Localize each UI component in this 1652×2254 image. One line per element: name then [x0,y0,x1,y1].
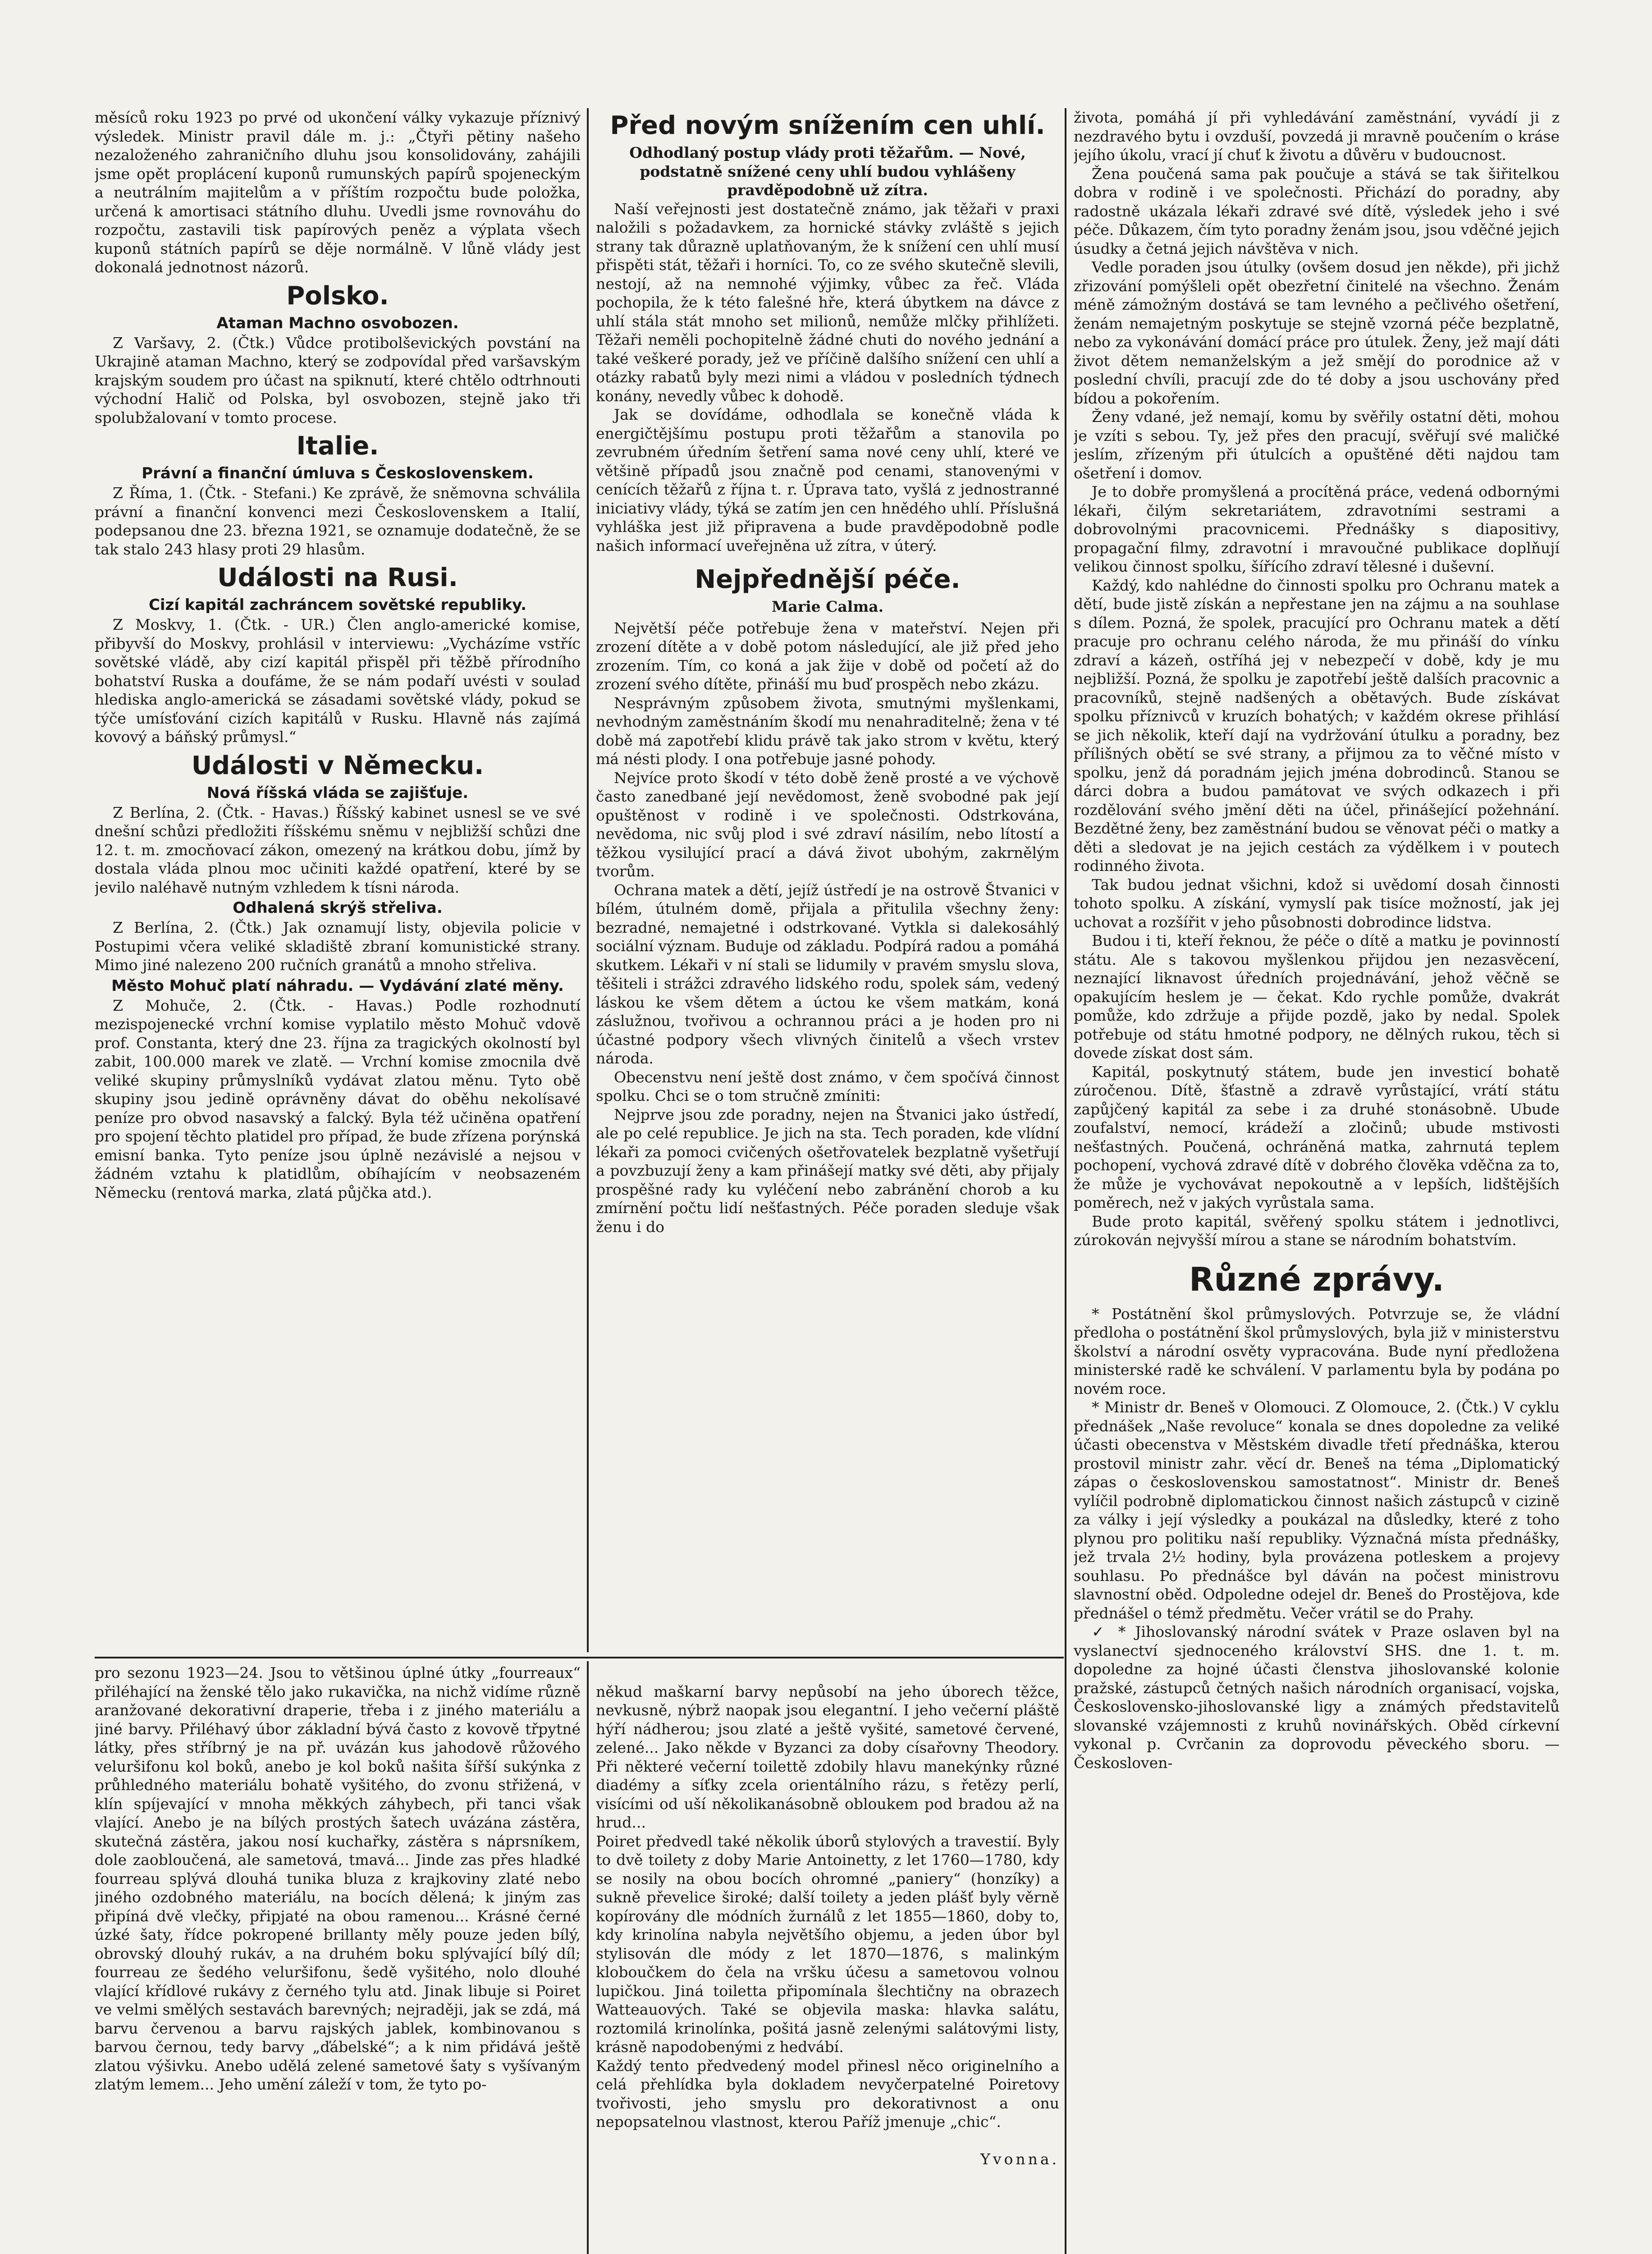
news-item: * Ministr dr. Beneš v Olomouci. Z Olomouce, 2. (Čtk.) V cyklu přednášek „Naše revoluce“ konala se dnes dopoledne za veliké účasti obecenstva v Městském divadle třetí přednáška, kterou prostovil ministr zahr. věcí dr. Beneš na téma „Diplomatický zápas o československou samostatnost“. Ministr dr. Beneš vylíčil podrobně diplomatickou činnost našich zástupců v cizině za války i její výsledky a poukázal na důsledky, které z toho plynou pro politiku naší republiky. Význačná místa přednášky, jež trvala 2½ hodiny, byla provázena potleskem a projevy souhlasu. Po přednášce byl dáván na počest ministrovu slavnostní oběd. Odpoledne odejel dr. Beneš do Prostějova, kde přednášel o témž předmětu. Večer vrátil se do Prahy. [1074,1398,1560,1622]
column-2 [596,108,1059,1652]
section-heading-polsko: Polsko. [286,281,389,311]
article-author: Marie Calma. [771,598,884,615]
article-headline-pece: Nejpřednější péče. [695,565,961,594]
article-paragraph: Je to dobře promyšlená a procítěná práce, vedená odbornými lékaři, čilým sekretariátem, zdravotními sestrami a dobrovolnými pracovnicemi. Přednášky s diapositivy, propagační filmy, zdravotní i mravoučné publikace doplňují velikou činnost spolku, šířícího zdraví tělesné i duševní. [1074,483,1560,575]
column-rule-1 [587,108,589,1652]
article-subhead-vlada: Nová říšská vláda se zajišťuje. [206,783,469,802]
feuilleton-text: někud maškarní barvy nepůsobí na jeho úborech těžce, nevkusně, nýbrž naopak jsou elegantní. I jeho večerní pláště hýří nádherou; jsou zlaté a ještě vyšité, sametové červené, zelené... Jako někde v Byzanci za doby císařovny Theodory. Při některé večerní toilettě zdobily hlavu manekýnky různé diadémy a síťky zcela orientálního rázu, s řetězy perlí, visícími od uší několikanásobně obloukem pod bradou až na hrud... Poiret předvedl také několik úborů stylových a travestií. Byly to dvě toilety z doby Marie Antoinetty, z let 1760—1780, kdy se nosily na obou bocích ohromné „paniery“ (honzíky) a sukně převelice široké; další toilety a jeden plášť byly věrně kopírovány dle módních žurnálů z let 1855—1860, doby to, kdy krinolína nabyla největšího objemu, a jeden úbor byl stylisován dle módy z let 1870—1876, s malinkým kloboučkem do čela na vršku účesu a sametovou volnou lupičkou. Jiná toiletta připomínala šlechtičny na obrazech Watteauových. Také se objevila maska: hlavka salátu, roztomilá krinolínka, pošitá jasně zelenými salátovými listy, krásně napodobenými z hedvábí. Každý tento předvedený model přinesl něco originelního a celá přehlídka byla dokladem nevyčerpatelné Poiretovy tvořivosti, jeho smyslu pro dekorativnost a onu nepopsatelnou vlastnost, kterou Paříž jmenuje „chic“. [596,1682,1059,2130]
article-paragraph: Obecenstvu není ještě dost známo, v čem spočívá činnost spolku. Chci se o tom stručně zmíniti: [596,1068,1059,1104]
article-text-mohuc: Z Mohuče, 2. (Čtk. - Havas.) Podle rozhodnutí mezispojenecké vrchní komise vyplatilo město Mohuč vdově prof. Constanta, který dne 23. října za tragických okolností byl zabit, 100.000 marek ve zlatě. — Vrchní komise zmocnila dvě veliké skupiny průmyslníků vydávat zlatou měnu. Tyto obě skupiny jsou jedině oprávněny dávat do oběhu nekolísavé peníze pro obvod nasavský a falcký. Byla též učiněna opatření pro spojení těchto platidel pro případ, že bude zřízena porýnská emisní banka. Tyto peníze jsou úplně nezávislé a nejsou v žádném vztahu k platidlům, obíhajícím v neobsazeném Německu (rentová marka, zlatá půjčka atd.). [95,996,581,1201]
article-text-umluva: Z Říma, 1. (Čtk. - Stefani.) Ke zprávě, že sněmovna schválila právní a finanční konvenci mezi Československem a Italií, podepsanou dne 23. března 1921, se oznamuje dodatečně, že se tak stalo 243 hlasy proti 29 hlasům. [95,484,581,558]
section-heading-nemecku: Události v Německu. [191,751,484,780]
article-paragraph: Nejvíce proto škodí v této době ženě prosté a ve výchově často zanedbané její nevědomost, ženě svobodné pak její opuštěnost v rodině i ve společnosti. Odstrkována, nevědoma, nic svůj plod i své zdraví násilím, nebo lítostí a těžkou vysilující prací a dává život ubohým, zakrnělým tvorům. [596,769,1059,880]
article-text-machno: Z Varšavy, 2. (Čtk.) Vůdce protibolševických povstání na Ukrajině ataman Machno, který se zodpovídal před varšavským krajským soudem pro účast na spiknutí, které chtělo odtrhnouti východní Halič od Polska, byl osvobozen, stejně jako tři spolubžalovaní v tomto procese. [95,334,581,426]
article-paragraph: Tak budou jednat všichni, kdož si uvědomí dosah činnosti tohoto spolku. A získání, vymyslí pak tisíce možností, jak jej uchovat a rozšířit v jeho působnosti dobrodince lidstva. [1074,875,1560,931]
article-paragraph: Kapitál, poskytnutý státem, bude jen investicí bohatě zúročenou. Dítě, šťastně a zdravě vyrůstající, vrátí státu zapůjčený kapitál za sebe i za druhé stonásobně. Ubude zoufalství, nemocí, krádeží a zločinů; ubude mstivosti nešťastných. Poučená, ochráněná matka, zahrnutá teplem pochopení, vychová zdravé dítě v dobrého člověka vděčna za to, že může je vychovávat nepokoutně a v lepších, lidštějších poměrech, než v jakých vyrůstala sama. [1074,1063,1560,1211]
article-text-kapital: Z Moskvy, 1. (Čtk. - UR.) Člen anglo-americké komise, přibyvší do Moskvy, prohlásil v interviewu: „Vycházíme vstříc sovětské vládě, aby cizí kapitál přispěl při těžbě přírodního bohatství Ruska a doufáme, že se nám podaří uvésti v soulad hlediska anglo-americká se zásadami sovětské vlády, pokud se týče umísťování cizích kapitálů v Rusku. Hlavně nás zajímá kovový a báňský průmysl.“ [95,616,581,746]
article-text-skrys: Z Berlína, 2. (Čtk.) Jak oznamují listy, objevila policie v Postupimi včera veliké skladiště zbraní komunistické strany. Mimo jiné nalezeno 200 ručních granátů a mnoho střeliva. [95,919,581,974]
feuilleton-signature: Yvonna. [980,2150,1059,2168]
continued-article-text: měsíců roku 1923 po prvé od ukončení války vykazuje příznivý výsledek. Ministr pravil dále m. j.: „Čtyři pětiny našeho nezaloženého zahraničního dluhu jsou konsolidovány, zahájili jsme opět proplácení kuponů rumunských papírů spojeneckým a neutrálním majitelům a v příštím rozpočtu bude položka, určená k amortisaci státního dluhu. Uvedli jsme rovnováhu do rozpočtu, zastavili tisk papírových peněz a výplata všech kuponů státních papírů se děje normálně. V lůně vlády jest dokonalá jednotnost názorů. [95,109,581,276]
article-headline-uhli: Před novým snížením cen uhlí. [610,111,1045,140]
article-paragraph: Žena poučená sama pak poučuje a stává se tak šiřitelkou dobra v rodině i ve společnosti. Přichází do poradny, aby radostně ukázala lékaři zdravé své dítě, výsledek jeho i své péče. Důkazem, čím tyto poradny ženám jsou, jsou vděčné jejich úsudky a četná jejich návštěva v nich. [1074,165,1560,257]
article-text-vlada: Z Berlína, 2. (Čtk. - Havas.) Říšský kabinet usnesl se ve své dnešní schůzi předložiti říšskému sněmu v nejbližší schůzi dne 12. t. m. zmocňovací zákon, omezený na krátkou dobu, jímž by dostala vláda plnou moc učiniti každé opatření, které by se jevilo naléhavě nutným vzhledem k tísni národa. [95,803,581,896]
article-subhead-umluva: Právní a finanční úmluva s Československem. [142,464,534,482]
column-3 [1074,108,1560,2254]
feuilleton-rule [95,1657,1064,1658]
article-paragraph: Budou i ti, kteří řeknou, že péče o dítě a matku je povinností státu. Ale s takovou myšlenkou přijdou jen nezasvěcení, neznající liknavost úředních projednávání, jehož věčně se opakujícím heslem je — čekat. Kdo rychle pomůže, dvakrát pomůže, kdo zdržuje a přijde pozdě, jako by nedal. Spolek potřebuje od státu hmotné podpory, ne dělných rukou, těch si dovede získat dost sám. [1074,932,1560,1062]
article-paragraph: Jak se dovídáme, odhodlala se konečně vláda k energičtějšímu postupu proti těžařům a stanovila po zevrubném úředním šetření sama nové ceny uhlí, které ve většině případů jsou značně pod cenami, stanovenými v cenících těžařů z října t. r. Úprava tato, vyšlá z jednostranné iniciativy vlády, týká se zatím jen cen hnědého uhlí. Příslušná vyhláška jest již připravena a bude pravděpodobně podle našich informací uveřejněna už zítra, v úterý. [596,406,1059,554]
column-1 [95,108,581,1652]
news-item: ✓ * Jihoslovanský národní svátek v Praze oslaven byl na vyslanectví sjednoceného království SHS. dne 1. t. m. dopoledne za hojné účasti členstva jihoslovanské kolonie pražské, zástupců četných našich národních organisací, vojska, Československo-jihoslovanské ligy a známých představitelů slovanské vzájemnosti z kruhů novinářských. Oběd církevní vykonal p. Cvrčanin za doprovodu pěveckého sboru. — Českosloven- [1074,1623,1560,1772]
feuilleton-left [95,1663,581,2254]
article-paragraph: Vedle poraden jsou útulky (ovšem dosud jen někde), při jichž zřizování pomýšleli opět obezřetní činitelé na všechno. Ženám méně zámožným dostává se tam levného a pečlivého ošetření, ženám nemajetným poskytuje se stejně vzorná péče bezplatně, nebo za vykonávání domácí práce pro útulek. Ženy, jež mají dáti život dětem nemanželským a jež smějí do porodnice až v poslední chvíli, pracují zde do té doby a jsou uschovány před bídou a pokořením. [1074,258,1560,407]
feuilleton-text: pro sezonu 1923—24. Jsou to většinou úplné útky „fourreaux“ přiléhající na ženské tělo jako rukavička, na nichž vidíme různě aranžované dekorativní draperie, třeba i z jiného materiálu a jiné barvy. Přiléhavý úbor základní bývá často z kovově třpytné látky, přes stříbrný je na př. uvázán kus jahodově růžového veluršifonu kol boků, anebo je kol boků našita šířší sukýnka z průhledného materiálu bohatě vyšitého, do zvonu střižená, v klín spíjevající v mnoha měkkých záhybech, při tanci však vlající. Anebo je na bílých prostých šatech uvázána zástěra, skutečná zástěra, jakou nosí kuchařky, zástěra s náprsníkem, dole zaobloučená, ale sametová, tmavá... Jinde zas přes hladké fourreau splývá dlouhá tunika bluza z krajkoviny zlaté nebo jiného ozdobného materiálu, na bocích dělená; k jiným zas připíná dvě vlečky, připjaté na obou ramenou... Krásné černé úzké šaty, řídce pokropené brillanty měly pouze jeden bílý, obrovský dlouhý rukáv, a na druhém boku splývající bílý díl; fourreau ze šedého veluršifonu, šedě vyšitého, nolo dlouhé vlající křídlové rukávy z černého tylu atd. Jinak libuje si Poiret ve velmi smělých sestavách barevných; nejraději, jak se zdá, má barvu červenou a barvu rajských jablek, kombinovanou s barvou černou, tedy barvy „ďábelské“; a k nim přidává ještě zlatou výšivku. Anebo udělá zelené sametové šaty s vyšívaným zlatým lemem... Jeho umění záleží v tom, že tyto po- [95,1664,581,2093]
article-lead-uhli: Odhodlaný postup vlády proti těžařům. — Nové, podstatně snížené ceny uhlí budou vyhlášeny pravděpodobně už zítra. [629,144,1026,199]
feuilleton-column-rule [587,1661,589,2254]
section-heading-rusi: Události na Rusi. [217,563,458,592]
article-paragraph: Ochrana matek a dětí, jejíž ústředí je na ostrově Štvanici v bílém, útulném domě, přijala a přitulila všechny ženy: bezradné, nemajetné i odstrkované. Vytkla si dalekosáhlý sociální význam. Buduje od základu. Podpírá radou a pomáhá skutkem. Lékaři v ní stali se lidumily v pravém smyslu slova, těšiteli i strážci zdravého lidského rodu, spolek sám, vedený láskou ke všem dětem a úctou ke všem matkám, koná záslužnou, tvořivou a ochrannou práci a je hoden pro ni účastné podpory všech vlivných činitelů a všech vrstev národa. [596,881,1059,1067]
news-item: * Postátnění škol průmyslových. Potvrzuje se, že vládní předloha o postátnění škol průmyslových, byla již v ministerstvu školství a národní osvěty vypracována. Bude nyní předložena ministerské radě ke schválení. V parlamentu byla by podána po novém roce. [1074,1305,1560,1397]
article-paragraph: Naší veřejnosti jest dostatečně známo, jak těžaři v praxi naložili s požadavkem, za hornické stávky zvláště s jejich strany tak důrazně uplatňovaným, že k snížení cen uhlí musí přispěti stát, těžaři i horníci. To, co ze svého skutečně slevili, nestojí, až na nemnohé výjimky, vůbec za řeč. Vláda pochopila, že k této falešné hře, která úbytkem na dávce z uhlí stála stát mnoho set milionů, nemůže mlčky přihlížeti. Těžaři neměli pochopitelně žádné chuti do nového jednání a také veškeré porady, jež ve příčině dalšího snížení cen uhlí a otázky rabatů byly mezi nimi a vládou v posledních týdnech konány, nevedly vůbec k dohodě. [596,200,1059,405]
section-heading-italie: Italie. [296,431,379,461]
article-subhead-kapital: Cizí kapitál zachráncem sovětské republiky. [148,596,527,614]
article-paragraph: života, pomáhá jí při vyhledávání zaměstnání, vyvádí ji z nezdravého bytu i ovzduší, povzedá ji mravně poučením o kráse jejího úkolu, vrací jí chuť k životu a důvěru v budoucnost. [1074,109,1560,164]
article-subhead-mohuc: Město Mohuč platí náhradu. — Vydávání zlaté měny. [111,976,564,995]
article-subhead-skrys: Odhalená skrýš střeliva. [233,899,443,917]
article-paragraph: Nesprávným způsobem života, smutnými myšlenkami, nevhodným zaměstnáním škodí mu nenahraditelně; žena v té době má zapotřebí klidu právě tak jako strom v květu, který má nésti plody. I ona potřebuje jasné pohody. [596,694,1059,768]
article-subhead-machno: Ataman Machno osvobozen. [216,314,459,332]
article-paragraph: Ženy vdané, jež nemají, komu by svěřily ostatní děti, mohou je vzíti s sebou. Ty, jež přes den pracují, svěřují své maličké jeslím, zřízeným při útulcích a opuštěné děti najdou tam ošetření i domov. [1074,408,1560,482]
article-paragraph: Každý, kdo nahlédne do činnosti spolku pro Ochranu matek a dětí, bude jistě získán a nepřestane jen na zájmu a na souhlase s dílem. Pozná, že spolek, pracující pro Ochranu matek a dětí pracuje pro ochranu celého národa, že mu přináší do vínku zdraví a kázeň, ostříhá jej v nebezpečí v době, kdy je mu nejbližší. Pozná, že spolku je zapotřebí ještě dalších pracovnic a pracovníků, stejně nadšených a obětavých. Bude získávat spolku příznivců v kruzích bohatých; v každém okrese přihlásí se jich několik, kteří dají na vydržování útulku a poradny, bez přílišných obětí se své strany, a přijmou za to věčné místo v spolku, jenž dá poradnám jejich jména dobrodinců. Stanou se dárci dobra a budou památovat ve svých odkazech i při rozdělování svého jmění děti na účel, přinášející požehnání. Bezdětné ženy, bez zaměstnání budou se věnovat péči o matky a děti a sledovat je na jejich cestách za výdělkem i v poutech rodinného života. [1074,576,1560,875]
column-rule-2 [1065,108,1066,2254]
feuilleton-right [596,1663,1059,2254]
article-paragraph: Bude proto kapitál, svěřený spolku státem i jednotlivci, zúrokován nejvyšší mírou a stane se národním bohatstvím. [1074,1212,1560,1249]
article-paragraph: Největší péče potřebuje žena v mateřství. Nejen při zrození dítěte a v době potom následující, ale již před jeho zrozením. Tím, co koná a jak žije v době od početí až do zrození svého dítěte, přináší mu buď prospěch nebo zkázu. [596,619,1059,693]
section-heading-ruzne-zpravy: Různé zprávy. [1189,1260,1444,1298]
article-paragraph: Nejprve jsou zde poradny, nejen na Štvanici jako ústředí, ale po celé republice. Je jich na sta. Tech poraden, kde vlídní lékaři za pomoci cvičených ošetřovatelek bezplatně vyšetřují a povzbuzují ženy a kam přinášejí matky své děti, aby přijaly prospěšné rady ku vyléčení nebo zabránění chorob a ku zmírnění počtu lidí nešťastných. Péče poraden sleduje však ženu i do [596,1105,1059,1236]
